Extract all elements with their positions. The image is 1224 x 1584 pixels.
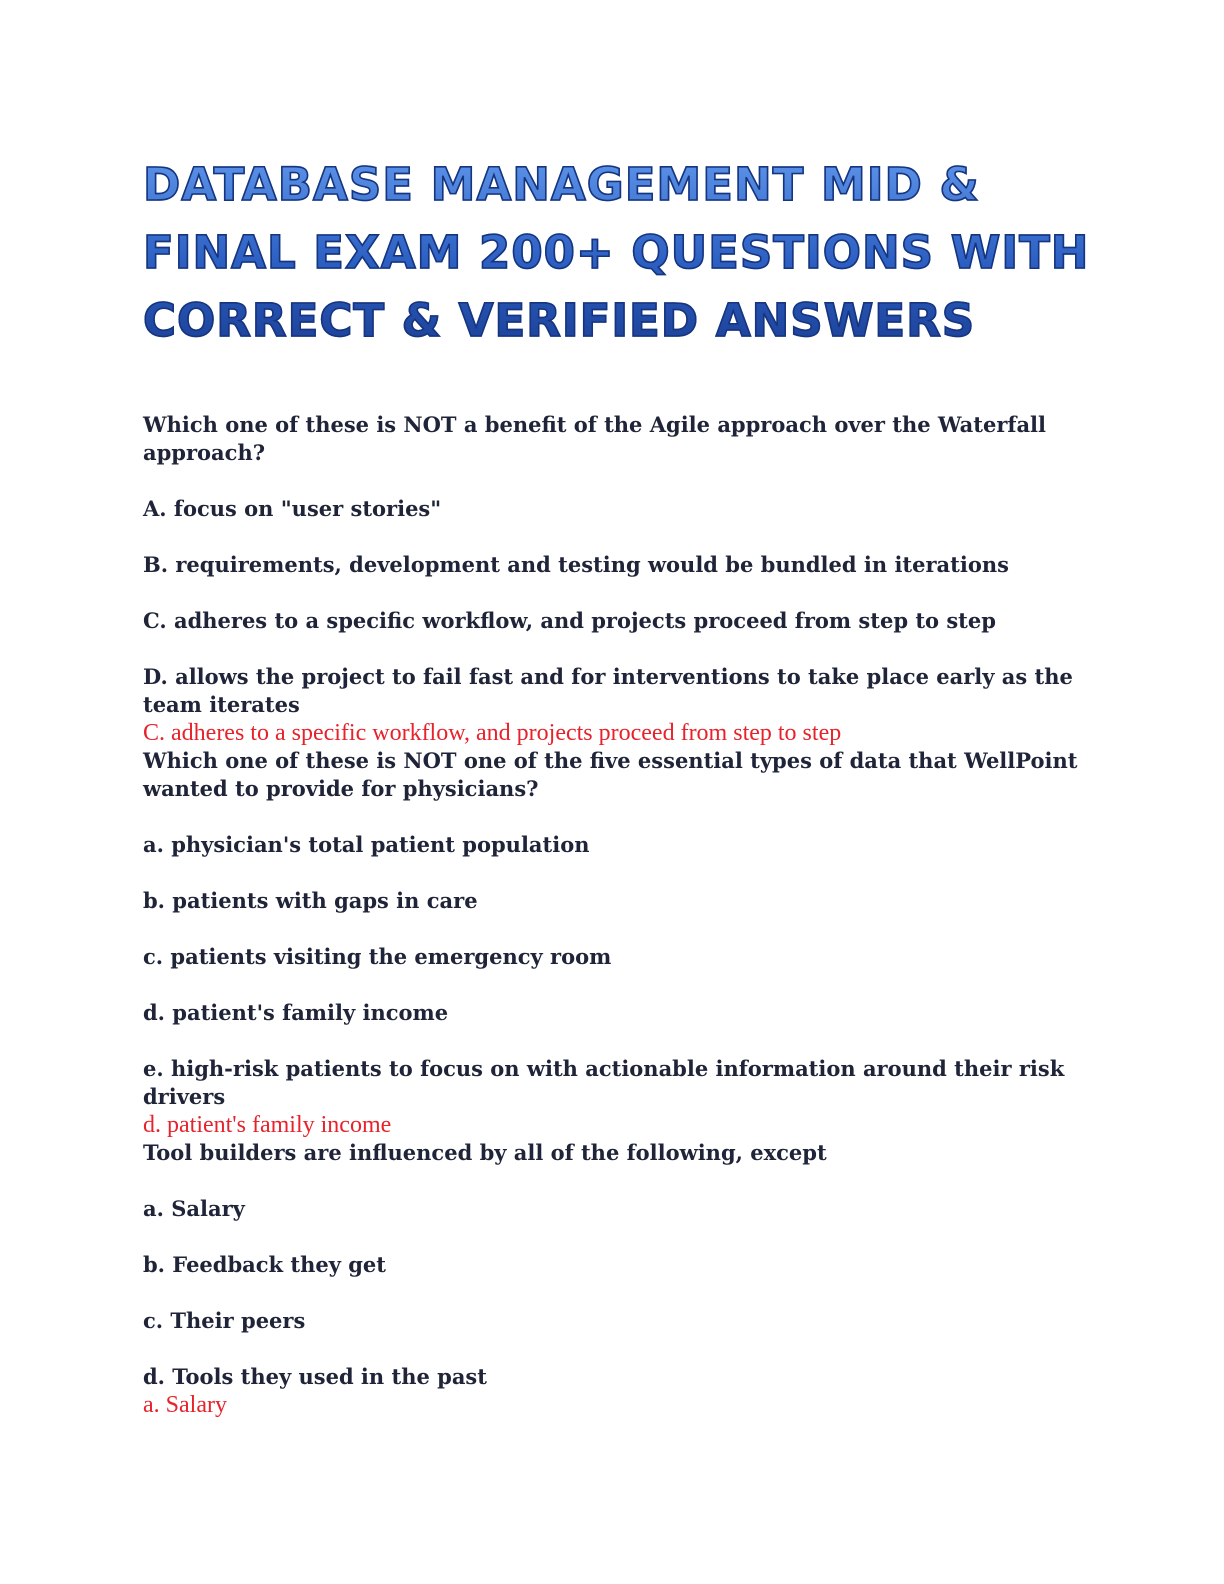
option-b: b. Feedback they get — [143, 1252, 386, 1277]
question-block-1 — [143, 411, 1083, 747]
document-title: DATABASE MANAGEMENT MID & FINAL EXAM 200+ QUESTIONS WITH CORRECT & VERIFIED ANSWERS — [143, 151, 1103, 355]
option-c: C. adheres to a specific workflow, and projects proceed from step to step — [143, 608, 996, 633]
correct-answer: a. Salary — [143, 1392, 227, 1418]
option-a: a. Salary — [143, 1196, 245, 1221]
option-b: b. patients with gaps in care — [143, 888, 478, 913]
option-d: D. allows the project to fail fast and for interventions to take place early as the team iterates — [143, 664, 1081, 717]
option-d: d. patient's family income — [143, 1000, 449, 1025]
option-b: B. requirements, development and testing would be bundled in iterations — [143, 552, 1009, 577]
option-a: A. focus on "user stories" — [143, 496, 442, 521]
question-text: Tool builders are influenced by all of the following, except — [143, 1140, 827, 1165]
option-e: e. high-risk patients to focus on with actionable information around their risk drivers — [143, 1056, 1072, 1109]
question-block-3 — [143, 1139, 1083, 1419]
question-text: Which one of these is NOT one of the five essential types of data that WellPoint wanted to provide for physicians? — [143, 748, 1085, 801]
correct-answer: C. adheres to a specific workflow, and projects proceed from step to step — [143, 720, 842, 746]
option-a: a. physician's total patient population — [143, 832, 590, 857]
correct-answer: d. patient's family income — [143, 1112, 392, 1138]
question-text: Which one of these is NOT a benefit of the Agile approach over the Waterfall approach? — [143, 412, 1054, 465]
question-block-2 — [143, 747, 1083, 1139]
option-c: c. Their peers — [143, 1308, 306, 1333]
option-c: c. patients visiting the emergency room — [143, 944, 612, 969]
option-d: d. Tools they used in the past — [143, 1364, 487, 1389]
question-list — [143, 411, 1083, 1419]
